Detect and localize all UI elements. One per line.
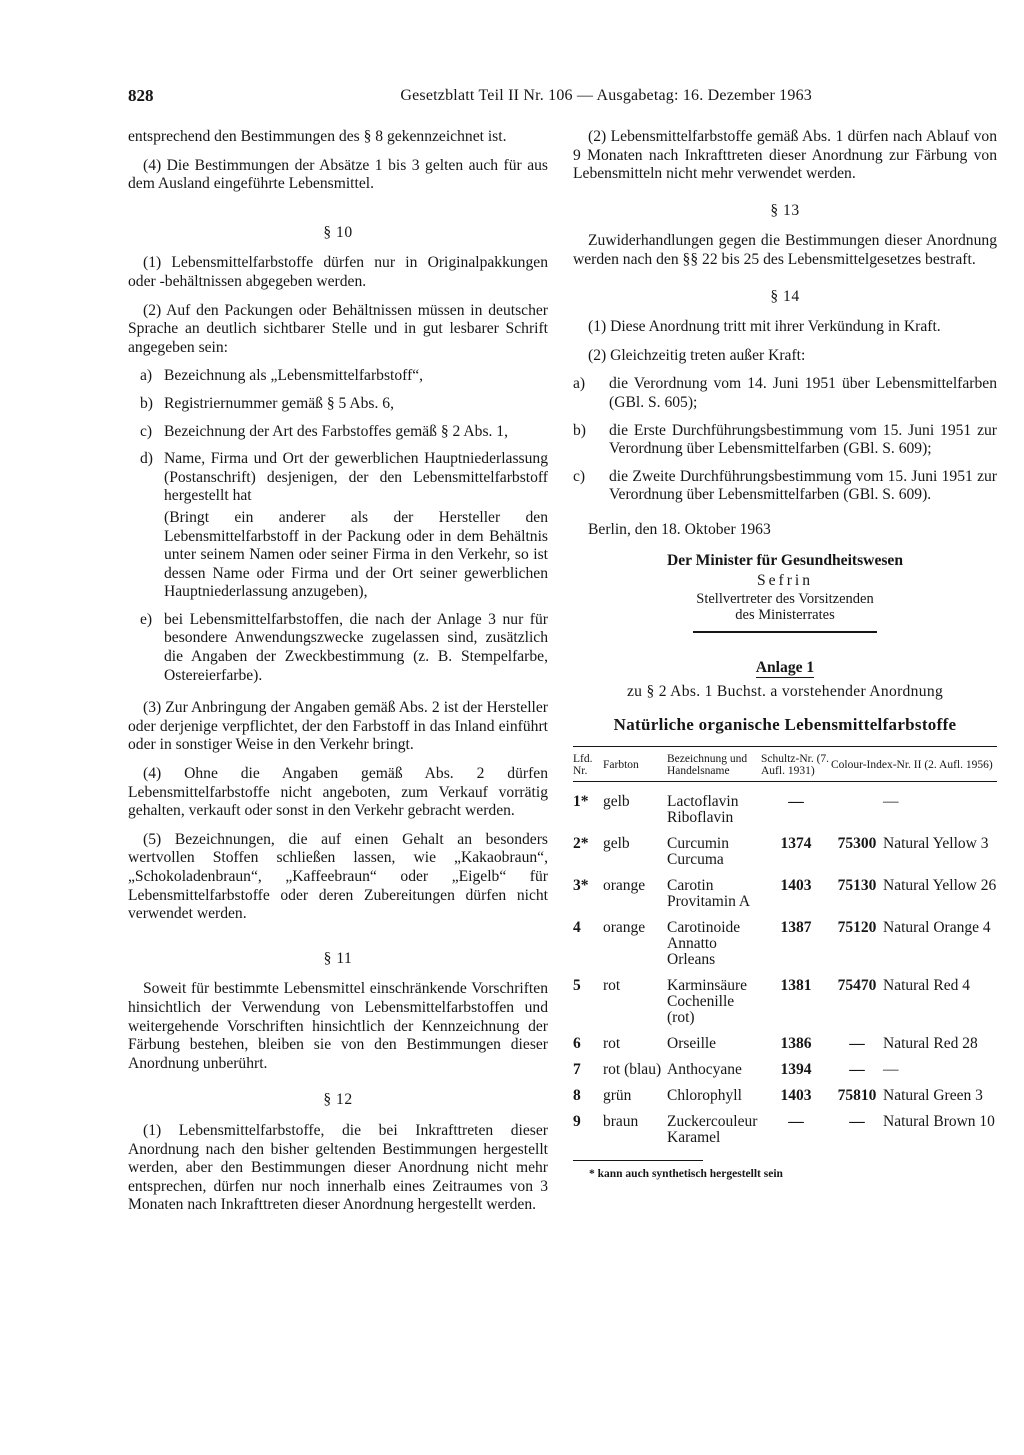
cell-ci-name: —	[883, 1061, 899, 1079]
cell-nr: 4	[573, 919, 581, 937]
col-header-farbton: Farbton	[603, 747, 667, 782]
s10-paragraph-3: (3) Zur Anbringung der Angaben gemäß Abs. 2 ist der Hersteller oder derjenige verpflichtet, der den Farbstoff in das Inland einführt oder in sonstiger Weise in den Verkehr bringt.	[128, 699, 548, 754]
table-row	[573, 1062, 997, 1088]
cell-ci-name: Natural Green 3	[883, 1087, 983, 1105]
table-row	[573, 878, 997, 920]
col-header-bezeichnung: Bezeichnung und Handelsname	[667, 747, 761, 782]
list-label: b)	[140, 394, 153, 412]
cell-name: Chlorophyll	[667, 1087, 742, 1105]
s10-paragraph-2: (2) Auf den Packungen oder Behältnissen müssen in deutscher Sprache an deutlich sichtbarer Stelle und in gut lesbarer Schrift angegeben sein:	[128, 301, 548, 356]
cell-farbton: gelb	[603, 835, 630, 853]
cell-ci	[831, 782, 883, 837]
list-text: die Erste Durchführungsbestimmung vom 15. Juni 1951 zur Verordnung über Lebensmittelfarben (GBl. S. 609);	[609, 421, 997, 458]
section-heading-12: § 12	[323, 1091, 353, 1109]
table-row	[573, 1088, 997, 1114]
cell-schultz: 1387	[780, 919, 812, 937]
signature-name: Sefrin	[756, 572, 814, 590]
table-row	[573, 1036, 997, 1062]
cell-schultz: 1386	[780, 1035, 812, 1053]
cell-ci: 75120	[837, 919, 877, 937]
cell-farbton: orange	[603, 877, 646, 895]
paragraph-4: (4) Die Bestimmungen der Absätze 1 bis 3 gelten auch für aus dem Ausland eingeführte Lebensmittel.	[128, 156, 548, 193]
section-heading-10: § 10	[323, 223, 353, 241]
cell-ci-name: —	[883, 793, 899, 811]
cell-ci: —	[849, 1035, 865, 1053]
table-row	[573, 782, 997, 837]
left-column	[128, 128, 548, 1225]
cell-schultz: 1394	[780, 1061, 812, 1079]
minister-title: Der Minister für Gesundheitswesen	[666, 551, 904, 569]
list-text: bei Lebensmittelfarbstoffen, die nach der Anlage 3 nur für besondere Anwendungszwecke zugelassen sind, zusätzlich die Angaben der Zweckbestimmung (z. B. Stempelfarbe, Ostereierfarbe).	[164, 610, 548, 684]
cell-ci-name: Natural Red 4	[883, 977, 970, 995]
cell-ci: —	[849, 1113, 865, 1131]
footnote-rule	[573, 1160, 703, 1161]
cell-name: Anthocyane	[667, 1061, 742, 1079]
list-text: Bezeichnung als „Lebensmittelfarbstoff“,	[164, 367, 424, 385]
s13-paragraph: Zuwiderhandlungen gegen die Bestimmungen dieser Anordnung werden nach den §§ 22 bis 25 des Lebensmittelgesetzes bestraft.	[573, 232, 997, 268]
cell-nr: 2*	[573, 835, 589, 853]
cell-name: Carotin Provitamin A	[667, 877, 751, 911]
s10-paragraph-4: (4) Ohne die Angaben gemäß Abs. 2 dürfen Lebensmittelfarbstoffe nicht angeboten, zum Verkauf vorrätig gehalten, verkauft oder sonst in den Verkehr gebracht werden.	[128, 765, 548, 820]
annex-title-text: Anlage 1	[755, 658, 815, 676]
repeal-item-a	[573, 375, 997, 412]
signature-rule	[693, 631, 877, 633]
list-text: Bezeichnung der Art des Farbstoffes gemäß § 2 Abs. 1,	[164, 422, 509, 440]
table-row	[573, 836, 997, 878]
s14-paragraph-1: (1) Diese Anordnung tritt mit ihrer Verkündung in Kraft.	[588, 318, 941, 336]
cell-ci-name: Natural Orange 4	[883, 919, 991, 937]
cell-schultz: —	[788, 1113, 804, 1131]
table-heading: Natürliche organische Lebensmittelfarbstoffe	[613, 714, 957, 734]
cell-farbton: rot (blau)	[603, 1061, 662, 1079]
cell-ci-name: Natural Yellow 3	[883, 835, 989, 853]
footnote: * kann auch synthetisch hergestellt sein	[589, 1168, 783, 1181]
section-heading-11: § 11	[323, 949, 353, 967]
cell-name: Curcumin Curcuma	[667, 835, 729, 869]
s12-paragraph-2: (2) Lebensmittelfarbstoffe gemäß Abs. 1 dürfen nach Ablauf von 9 Monaten nach Inkrafttreten dieser Anordnung zur Färbung von Lebensmitteln nicht mehr verwendet werden.	[573, 128, 997, 183]
cell-nr: 9	[573, 1113, 581, 1131]
list-label: a)	[140, 367, 153, 385]
cell-schultz: 1381	[780, 977, 812, 995]
cell-farbton: rot	[603, 1035, 621, 1053]
s12-paragraph-1: (1) Lebensmittelfarbstoffe, die bei Inkrafttreten dieser Anordnung nach den bisher geltenden Bestimmungen hergestellt werden, aber den Bestimmungen dieser Anordnung nicht mehr entsprechen, dürfen nur noch innerhalb eines Zeitraumes von 3 Monaten nach Inkrafttreten dieser Anordnung hergestellt werden.	[128, 1121, 548, 1214]
cell-nr: 6	[573, 1035, 581, 1053]
list-label: c)	[573, 467, 586, 485]
list-text: die Zweite Durchführungsbestimmung vom 15. Juni 1951 zur Verordnung über Lebensmittelfarben (GBl. S. 609).	[609, 467, 997, 504]
cell-schultz: —	[788, 793, 804, 811]
cell-nr: 1*	[573, 793, 589, 811]
s14-paragraph-2: (2) Gleichzeitig treten außer Kraft:	[588, 346, 806, 364]
list-item-b	[128, 395, 548, 414]
date-line: Berlin, den 18. Oktober 1963	[588, 520, 771, 538]
cell-name: Carotinoide Annatto Orleans	[667, 919, 741, 969]
s10-paragraph-1: (1) Lebensmittelfarbstoffe dürfen nur in Originalpakkungen oder -behältnissen abgegeben werden.	[128, 254, 548, 290]
cell-name: Zuckercouleur Karamel	[667, 1113, 758, 1147]
section-heading-13: § 13	[770, 201, 800, 219]
table-header-row	[573, 747, 997, 782]
list-label: a)	[573, 375, 586, 393]
cell-schultz: 1374	[780, 835, 812, 853]
cell-ci: —	[849, 1061, 865, 1079]
s11-paragraph: Soweit für bestimmte Lebensmittel einschränkende Vorschriften hinsichtlich der Verwendung von Lebensmittelfarbstoffen und weitergehende Vorschriften hinsichtlich der Kennzeichnung der Färbung bestehen, bleiben sie von den Bestimmungen dieser Anordnung unberührt.	[128, 980, 548, 1072]
list-label: b)	[573, 421, 586, 439]
list-text: die Verordnung vom 14. Juni 1951 über Lebensmittelfarben (GBl. S. 605);	[609, 375, 997, 411]
cell-schultz: 1403	[780, 877, 812, 895]
list-text: Registriernummer gemäß § 5 Abs. 6,	[164, 394, 394, 412]
cell-nr: 5	[573, 977, 581, 995]
repeal-item-c	[573, 468, 997, 505]
table-row	[573, 920, 997, 978]
list-note: (Bringt ein anderer als der Hersteller den Lebensmittelfarbstoff in der Packung oder in dem Behältnis unter seinem Namen oder seiner Firma in den Verkehr, so ist dessen Name oder Firma und der Ort seiner gewerblichen Hauptniederlassung anzugeben),	[164, 508, 548, 601]
colorants-table	[573, 746, 997, 1156]
list-item-c	[128, 423, 548, 442]
list-item-a	[128, 367, 548, 386]
col-header-lfd: Lfd. Nr.	[573, 747, 603, 782]
cell-name: Orseille	[667, 1035, 717, 1053]
cell-farbton: orange	[603, 919, 646, 937]
gazette-title: Gesetzblatt Teil II Nr. 106 — Ausgabetag: 16. Dezember 1963	[400, 87, 812, 104]
cell-name: Karminsäure Cochenille (rot)	[667, 977, 748, 1027]
cell-farbton: braun	[603, 1113, 639, 1131]
section-heading-14: § 14	[770, 287, 800, 305]
repeal-item-b	[573, 422, 997, 459]
list-label: e)	[140, 610, 153, 628]
cell-ci: 75300	[837, 835, 877, 853]
list-item-e	[128, 611, 548, 685]
col-header-colour-index: Colour-Index-Nr. II (2. Aufl. 1956)	[831, 747, 997, 782]
right-column	[573, 128, 997, 1184]
continuation-paragraph: entsprechend den Bestimmungen des § 8 gekennzeichnet ist.	[128, 128, 507, 145]
annex-title	[573, 659, 997, 678]
s10-paragraph-5: (5) Bezeichnungen, die auf einen Gehalt an besonders wertvollen Stoffen schließen lassen, wie „Kakaobraun“, „Schokoladenbraun“, „Kaffeebraun“ oder „Eigelb“ für Lebensmittelfarbstoffe oder deren Zubereitungen dürfen nicht verwendet werden.	[128, 830, 548, 923]
cell-name: Lactoflavin Riboflavin	[667, 793, 739, 827]
cell-ci-name: Natural Brown 10	[883, 1113, 995, 1131]
table-row	[573, 978, 997, 1036]
cell-farbton: gelb	[603, 793, 630, 811]
cell-nr: 8	[573, 1087, 581, 1105]
list-text: Name, Firma und Ort der gewerblichen Hauptniederlassung (Postanschrift) desjenigen, der den Lebensmittelfarbstoff hergestellt hat	[164, 450, 548, 505]
cell-nr: 3*	[573, 877, 589, 895]
list-item-d	[128, 450, 548, 602]
role-line-2: des Ministerrates	[735, 606, 835, 623]
page-number: 828	[128, 86, 154, 105]
cell-ci-name: Natural Yellow 26	[883, 877, 997, 895]
cell-farbton: grün	[603, 1087, 632, 1105]
table-row	[573, 1114, 997, 1156]
cell-ci: 75130	[837, 877, 877, 895]
list-label: c)	[140, 422, 153, 440]
cell-ci-name: Natural Red 28	[883, 1035, 978, 1053]
cell-schultz: 1403	[780, 1087, 812, 1105]
cell-ci: 75810	[837, 1087, 877, 1105]
role-line-1: Stellvertreter des Vorsitzenden	[696, 590, 874, 607]
cell-ci: 75470	[837, 977, 877, 995]
cell-nr: 7	[573, 1061, 581, 1079]
list-label: d)	[140, 450, 153, 468]
cell-farbton: rot	[603, 977, 621, 995]
col-header-schultz: Schultz-Nr. (7. Aufl. 1931)	[761, 747, 831, 782]
annex-subtitle: zu § 2 Abs. 1 Buchst. a vorstehender Anordnung	[626, 683, 944, 701]
